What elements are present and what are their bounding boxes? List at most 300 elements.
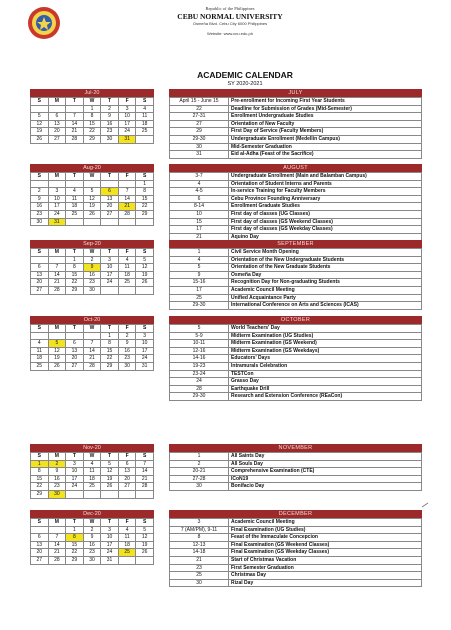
day-cell: 21 — [66, 128, 84, 136]
event-description: Final Examination (GS Weekend Classes) — [229, 541, 422, 549]
university-name: CEBU NORMAL UNIVERSITY — [177, 12, 283, 21]
event-row — [170, 475, 422, 483]
day-cell: 29 — [66, 286, 84, 294]
day-cell — [48, 526, 66, 534]
event-date: 12-16 — [170, 347, 229, 355]
weekday-label: F — [118, 453, 136, 461]
event-row — [170, 180, 422, 188]
day-cell: 24 — [101, 279, 119, 287]
weekday-label: T — [66, 249, 84, 257]
day-cell: 22 — [83, 128, 101, 136]
event-row — [170, 226, 422, 234]
weekday-label: M — [48, 98, 66, 106]
event-description: Educators' Days — [229, 355, 422, 363]
day-cell: 19 — [83, 203, 101, 211]
day-cell: 22 — [101, 355, 119, 363]
event-row — [170, 302, 422, 310]
weekday-row — [31, 453, 154, 461]
month-calendar — [30, 316, 154, 371]
event-date: 30 — [170, 143, 229, 151]
event-row — [170, 519, 422, 527]
weekday-label: F — [118, 173, 136, 181]
event-description: TESTCon — [229, 370, 422, 378]
day-cell: 11 — [136, 113, 154, 121]
week-row — [31, 128, 154, 136]
republic-text: Republic of the Philippines — [205, 6, 255, 11]
day-cell: 10 — [136, 340, 154, 348]
event-row — [170, 378, 422, 386]
event-date: 4 — [170, 180, 229, 188]
day-cell: 2 — [83, 256, 101, 264]
weekday-label: W — [83, 325, 101, 333]
events-month-header: OCTOBER — [169, 316, 422, 324]
month-events — [169, 164, 422, 249]
weekday-label: M — [48, 173, 66, 181]
day-cell: 2 — [118, 332, 136, 340]
week-row — [31, 271, 154, 279]
day-cell: 15 — [136, 195, 154, 203]
day-cell: 17 — [118, 120, 136, 128]
day-cell: 13 — [31, 271, 49, 279]
day-cell: 10 — [118, 113, 136, 121]
event-description: First Semester Graduation — [229, 564, 422, 572]
day-cell: 30 — [118, 362, 136, 370]
day-cell: 31 — [48, 218, 66, 226]
day-cell — [48, 180, 66, 188]
events-month-header: SEPTEMBER — [169, 240, 422, 248]
month-calendar — [30, 240, 154, 295]
day-cell: 8 — [83, 113, 101, 121]
day-cell: 10 — [48, 195, 66, 203]
event-description: Enrollment Graduate Studies — [229, 203, 422, 211]
event-description: Midterm Examination (UG Studies) — [229, 332, 422, 340]
event-description: Osmeña Day — [229, 271, 422, 279]
event-description: Feast of the Immaculate Concepcion — [229, 534, 422, 542]
day-cell: 13 — [31, 541, 49, 549]
event-date: 27 — [170, 120, 229, 128]
day-cell: 8 — [66, 264, 84, 272]
event-date: 27-31 — [170, 113, 229, 121]
day-cell — [118, 286, 136, 294]
day-cell — [118, 218, 136, 226]
month-events — [169, 89, 422, 159]
day-cell: 5 — [136, 256, 154, 264]
event-description: First day of classes (GS Weekend Classes) — [229, 218, 422, 226]
event-date: 8-14 — [170, 203, 229, 211]
month-header: Dec-20 — [30, 510, 154, 518]
event-description: Final Examination (GS Weekday Classes) — [229, 549, 422, 557]
day-cell: 4 — [136, 105, 154, 113]
day-cell: 26 — [48, 362, 66, 370]
event-row — [170, 279, 422, 287]
event-row — [170, 128, 422, 136]
day-cell: 27 — [118, 483, 136, 491]
day-cell — [136, 490, 154, 498]
day-cell: 23 — [101, 128, 119, 136]
day-cell: 8 — [136, 188, 154, 196]
day-cell: 26 — [136, 549, 154, 557]
month-grid — [30, 172, 154, 226]
day-cell: 9 — [118, 340, 136, 348]
day-cell: 8 — [101, 340, 119, 348]
week-row — [31, 120, 154, 128]
weekday-label: W — [83, 453, 101, 461]
event-row — [170, 564, 422, 572]
day-cell: 19 — [136, 541, 154, 549]
event-row — [170, 203, 422, 211]
week-row — [31, 362, 154, 370]
day-cell — [66, 332, 84, 340]
day-cell: 14 — [118, 195, 136, 203]
day-cell: 13 — [101, 195, 119, 203]
event-description: Aquino Day — [229, 233, 422, 241]
day-cell: 17 — [48, 203, 66, 211]
day-cell: 27 — [31, 286, 49, 294]
event-row — [170, 143, 422, 151]
event-description: First day of classes (UG Classes) — [229, 210, 422, 218]
day-cell: 18 — [118, 541, 136, 549]
week-row — [31, 105, 154, 113]
event-description: Comprehensive Examination (CTE) — [229, 468, 422, 476]
day-cell: 5 — [48, 340, 66, 348]
event-description: Pre-enrollment for Incoming First Year Students — [229, 98, 422, 106]
day-cell: 5 — [31, 113, 49, 121]
day-cell: 2 — [83, 526, 101, 534]
month-grid — [30, 324, 154, 371]
event-date: 4 — [170, 256, 229, 264]
day-cell: 27 — [48, 135, 66, 143]
weekday-label: S — [31, 173, 49, 181]
day-cell: 31 — [118, 135, 136, 143]
event-row — [170, 218, 422, 226]
event-description: Cebu Province Founding Anniversary — [229, 195, 422, 203]
day-cell: 18 — [118, 271, 136, 279]
day-cell: 17 — [101, 271, 119, 279]
event-row — [170, 541, 422, 549]
event-date: 23-24 — [170, 370, 229, 378]
month-header: Oct-20 — [30, 316, 154, 324]
week-row — [31, 203, 154, 211]
week-row — [31, 468, 154, 476]
events-table — [169, 324, 422, 401]
event-description: Unified Acquaintance Party — [229, 294, 422, 302]
event-date: 31 — [170, 151, 229, 159]
event-date: 24 — [170, 378, 229, 386]
day-cell: 19 — [136, 271, 154, 279]
week-row — [31, 113, 154, 121]
day-cell: 7 — [66, 113, 84, 121]
weekday-label: S — [31, 519, 49, 527]
day-cell: 23 — [118, 355, 136, 363]
weekday-label: W — [83, 98, 101, 106]
event-description: Christmas Day — [229, 572, 422, 580]
day-cell — [83, 490, 101, 498]
week-row — [31, 286, 154, 294]
day-cell: 14 — [48, 271, 66, 279]
event-date: 3 — [170, 519, 229, 527]
weekday-label: W — [83, 519, 101, 527]
event-row — [170, 98, 422, 106]
day-cell — [31, 105, 49, 113]
week-row — [31, 347, 154, 355]
event-row — [170, 556, 422, 564]
day-cell: 16 — [48, 475, 66, 483]
event-row — [170, 579, 422, 587]
month-grid — [30, 518, 154, 565]
event-row — [170, 210, 422, 218]
day-cell — [83, 180, 101, 188]
day-cell: 23 — [48, 483, 66, 491]
day-cell: 17 — [101, 541, 119, 549]
day-cell: 20 — [31, 549, 49, 557]
day-cell: 19 — [48, 355, 66, 363]
day-cell: 12 — [101, 468, 119, 476]
day-cell: 22 — [31, 483, 49, 491]
day-cell — [136, 556, 154, 564]
university-seal-logo — [27, 6, 61, 40]
weekday-row — [31, 249, 154, 257]
week-row — [31, 549, 154, 557]
event-row — [170, 468, 422, 476]
event-date: 29-30 — [170, 135, 229, 143]
event-description: Orientation of the New Undergraduate Students — [229, 256, 422, 264]
weekday-label: S — [31, 325, 49, 333]
day-cell: 3 — [48, 188, 66, 196]
day-cell: 31 — [136, 362, 154, 370]
event-row — [170, 120, 422, 128]
event-description: All Saints Day — [229, 453, 422, 461]
day-cell: 5 — [101, 460, 119, 468]
event-row — [170, 264, 422, 272]
day-cell — [136, 286, 154, 294]
day-cell: 18 — [31, 355, 49, 363]
calendar-title: ACADEMIC CALENDAR — [197, 70, 293, 80]
day-cell: 22 — [66, 279, 84, 287]
event-date: 23 — [170, 564, 229, 572]
month-events — [169, 316, 422, 401]
event-row — [170, 294, 422, 302]
day-cell: 15 — [31, 475, 49, 483]
event-row — [170, 271, 422, 279]
event-date: 29 — [170, 128, 229, 136]
week-row — [31, 355, 154, 363]
day-cell: 14 — [48, 541, 66, 549]
weekday-label: M — [48, 249, 66, 257]
day-cell — [101, 218, 119, 226]
day-cell: 28 — [136, 483, 154, 491]
day-cell: 1 — [66, 256, 84, 264]
day-cell: 16 — [118, 347, 136, 355]
day-cell: 11 — [66, 195, 84, 203]
day-cell: 6 — [48, 113, 66, 121]
month-calendar — [30, 164, 154, 226]
day-cell: 4 — [83, 460, 101, 468]
event-row — [170, 483, 422, 491]
event-description: ICoN19 — [229, 475, 422, 483]
day-cell: 6 — [31, 264, 49, 272]
day-cell: 8 — [31, 468, 49, 476]
day-cell: 10 — [66, 468, 84, 476]
day-cell: 12 — [83, 195, 101, 203]
event-description: Earthquake Drill — [229, 385, 422, 393]
day-cell: 18 — [136, 120, 154, 128]
event-description: Undergraduate Enrollment (Main and Balamban Campus) — [229, 173, 422, 181]
event-row — [170, 332, 422, 340]
day-cell: 15 — [101, 347, 119, 355]
day-cell: 25 — [83, 483, 101, 491]
day-cell: 21 — [48, 549, 66, 557]
event-description: Eid al-Adha (Feast of the Sacrifice) — [229, 151, 422, 159]
day-cell: 20 — [66, 355, 84, 363]
event-date: 14-18 — [170, 549, 229, 557]
weekday-label: T — [66, 453, 84, 461]
event-description: Orientation of the New Graduate Students — [229, 264, 422, 272]
weekday-label: F — [118, 98, 136, 106]
event-date: 10-11 — [170, 340, 229, 348]
weekday-row — [31, 98, 154, 106]
day-cell: 15 — [66, 541, 84, 549]
week-row — [31, 556, 154, 564]
events-table — [169, 97, 422, 159]
event-date: 12-13 — [170, 541, 229, 549]
day-cell: 14 — [136, 468, 154, 476]
event-description: Mid-Semester Graduation — [229, 143, 422, 151]
day-cell — [31, 256, 49, 264]
day-cell: 16 — [83, 541, 101, 549]
day-cell: 1 — [136, 180, 154, 188]
weekday-label: F — [118, 519, 136, 527]
event-date: 22 — [170, 105, 229, 113]
day-cell: 7 — [48, 534, 66, 542]
event-date: 29-30 — [170, 302, 229, 310]
day-cell: 6 — [118, 460, 136, 468]
day-cell: 9 — [83, 264, 101, 272]
event-row — [170, 453, 422, 461]
month-header: Nov-20 — [30, 444, 154, 452]
event-description: Enrollment Undergraduate Studies — [229, 113, 422, 121]
day-cell: 3 — [118, 105, 136, 113]
week-row — [31, 210, 154, 218]
day-cell: 23 — [83, 279, 101, 287]
event-row — [170, 256, 422, 264]
event-row — [170, 370, 422, 378]
weekday-label: S — [136, 325, 154, 333]
month-calendar — [30, 444, 154, 499]
event-row — [170, 340, 422, 348]
university-website: Website: www.cnu.edu.ph — [207, 31, 253, 36]
day-cell: 25 — [66, 210, 84, 218]
week-row — [31, 475, 154, 483]
event-date: 7 (AM/PM), 9-11 — [170, 526, 229, 534]
day-cell: 13 — [48, 120, 66, 128]
weekday-label: S — [136, 173, 154, 181]
day-cell: 2 — [101, 105, 119, 113]
event-description: Research and Extension Conference (REaCon) — [229, 393, 422, 401]
day-cell: 15 — [66, 271, 84, 279]
day-cell: 11 — [83, 468, 101, 476]
day-cell — [136, 135, 154, 143]
weekday-label: S — [31, 98, 49, 106]
event-row — [170, 173, 422, 181]
event-date: 17 — [170, 286, 229, 294]
weekday-label: S — [136, 249, 154, 257]
event-description: Academic Council Meeting — [229, 519, 422, 527]
week-row — [31, 541, 154, 549]
day-cell: 25 — [136, 128, 154, 136]
day-cell — [66, 180, 84, 188]
day-cell: 11 — [118, 534, 136, 542]
event-date: 15 — [170, 218, 229, 226]
day-cell — [83, 332, 101, 340]
event-row — [170, 526, 422, 534]
day-cell: 29 — [101, 362, 119, 370]
event-row — [170, 362, 422, 370]
day-cell: 2 — [31, 188, 49, 196]
day-cell: 30 — [83, 286, 101, 294]
day-cell — [101, 180, 119, 188]
week-row — [31, 279, 154, 287]
week-row — [31, 195, 154, 203]
day-cell: 20 — [48, 128, 66, 136]
day-cell: 21 — [136, 475, 154, 483]
day-cell: 29 — [83, 135, 101, 143]
day-cell: 4 — [31, 340, 49, 348]
day-cell: 24 — [118, 128, 136, 136]
day-cell: 17 — [136, 347, 154, 355]
week-row — [31, 188, 154, 196]
event-date: 21 — [170, 556, 229, 564]
weekday-label: S — [136, 453, 154, 461]
day-cell: 1 — [66, 526, 84, 534]
event-row — [170, 355, 422, 363]
event-row — [170, 286, 422, 294]
day-cell: 9 — [101, 113, 119, 121]
week-row — [31, 490, 154, 498]
weekday-row — [31, 325, 154, 333]
school-year: SY 2020-2021 — [227, 81, 263, 87]
day-cell: 7 — [136, 460, 154, 468]
event-date: 2 — [170, 460, 229, 468]
day-cell — [31, 526, 49, 534]
event-date: 1 — [170, 453, 229, 461]
day-cell: 3 — [136, 332, 154, 340]
day-cell: 3 — [101, 526, 119, 534]
event-date: 5 — [170, 264, 229, 272]
day-cell: 18 — [66, 203, 84, 211]
day-cell — [83, 218, 101, 226]
weekday-label: S — [136, 519, 154, 527]
weekday-label: S — [136, 98, 154, 106]
day-cell: 16 — [101, 120, 119, 128]
day-cell: 9 — [48, 468, 66, 476]
day-cell — [136, 218, 154, 226]
week-row — [31, 534, 154, 542]
month-grid — [30, 248, 154, 295]
day-cell: 16 — [31, 203, 49, 211]
events-month-header: DECEMBER — [169, 510, 422, 518]
weekday-label: F — [118, 249, 136, 257]
day-cell: 22 — [136, 203, 154, 211]
event-description: Academic Council Meeting — [229, 286, 422, 294]
event-row — [170, 460, 422, 468]
day-cell: 7 — [83, 340, 101, 348]
day-cell: 29 — [66, 556, 84, 564]
day-cell: 15 — [83, 120, 101, 128]
day-cell: 30 — [31, 218, 49, 226]
day-cell — [66, 218, 84, 226]
pen-mark-icon — [421, 502, 429, 508]
weekday-label: T — [66, 173, 84, 181]
